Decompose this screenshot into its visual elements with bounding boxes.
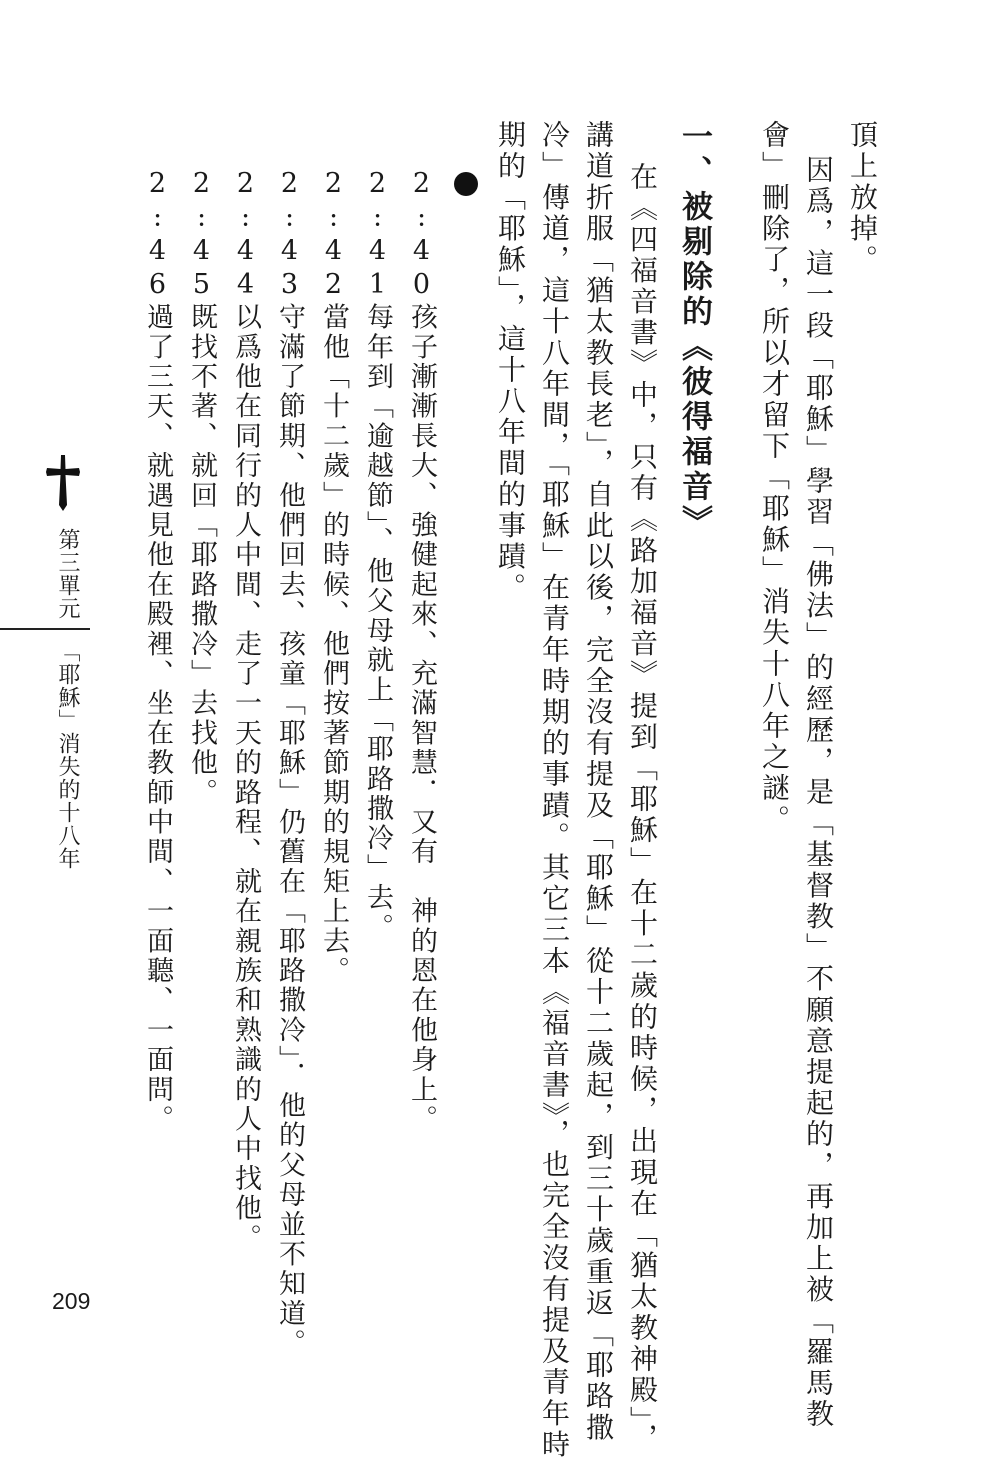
verse-number: 2:40 [406,168,437,303]
bullet-icon [454,172,478,196]
verse-text: 當他「十二歲」的時候、他們按著節期的規矩上去。 [318,302,349,986]
sidebar-divider [0,628,90,630]
body-line-6: 講道折服「猶太教長老」，自此以後，完全沒有提及「耶穌」從十二歲起，到三十歲重返「耶路撒 [582,120,615,1444]
body-line-5: 在《四福音書》中，只有《路加福音》提到「耶穌」在十二歲的時候，出現在「猶太教神殿」， [626,162,659,1455]
verse-line [408,168,435,1134]
scripture-subhead [452,172,480,206]
verse-number: 2:44 [230,168,261,303]
verse-text: 既找不著、就回「耶路撒冷」去找他。 [186,302,217,808]
page-number: 209 [52,1288,91,1314]
body-line-3: 會」刪除了，所以才留下「耶穌」消失十八年之謎。 [758,120,791,836]
verse-text: 以爲他在同行的人中間、走了一天的路程、就在親族和熟識的人中找他。 [230,302,261,1254]
body-line-2: 因爲，這一段「耶穌」學習「佛法」的經歷，是「基督教」不願意提起的，再加上被「羅馬教 [802,155,835,1431]
verse-line [320,168,347,986]
verse-line [276,168,303,1359]
chapter-title: 「耶穌」消失的十八年 [55,640,80,870]
verse-line [188,168,215,808]
verse-text: 守滿了節期、他們回去、孩童「耶穌」仍舊在「耶路撒冷」．他的父母並不知道。 [274,302,305,1359]
verse-number: 2:43 [274,168,305,303]
verse-text: 每年到「逾越節」、他父母就上「耶路撒冷」去。 [362,302,393,943]
body-line-8: 期的「耶穌」，這十八年間的事蹟。 [494,120,527,604]
unit-label: 第三單元 [55,528,80,620]
verse-number: 2:46 [142,168,173,303]
verse-text: 孩子漸漸長大、強健起來、充滿智慧．又有 神的恩在他身上。 [406,302,437,1135]
verse-line [144,168,171,1134]
body-line-1: 頂上放掉。 [846,120,879,276]
body-line-7: 冷」傳道，這十八年間，「耶穌」在青年時期的事蹟。其它三本《福音書》，也完全沒有提及青年時 [538,120,571,1460]
cross-icon [45,455,81,511]
verse-text: 過了三天、就遇見他在殿裡、坐在教師中間、一面聽、一面問。 [142,302,173,1135]
section-heading: 一、被剔除的《彼得福音》 [676,120,712,540]
verse-line [364,168,391,943]
verse-number: 2:41 [362,168,393,303]
verse-number: 2:42 [318,168,349,303]
verse-line [232,168,259,1253]
verse-number: 2:45 [186,168,217,303]
